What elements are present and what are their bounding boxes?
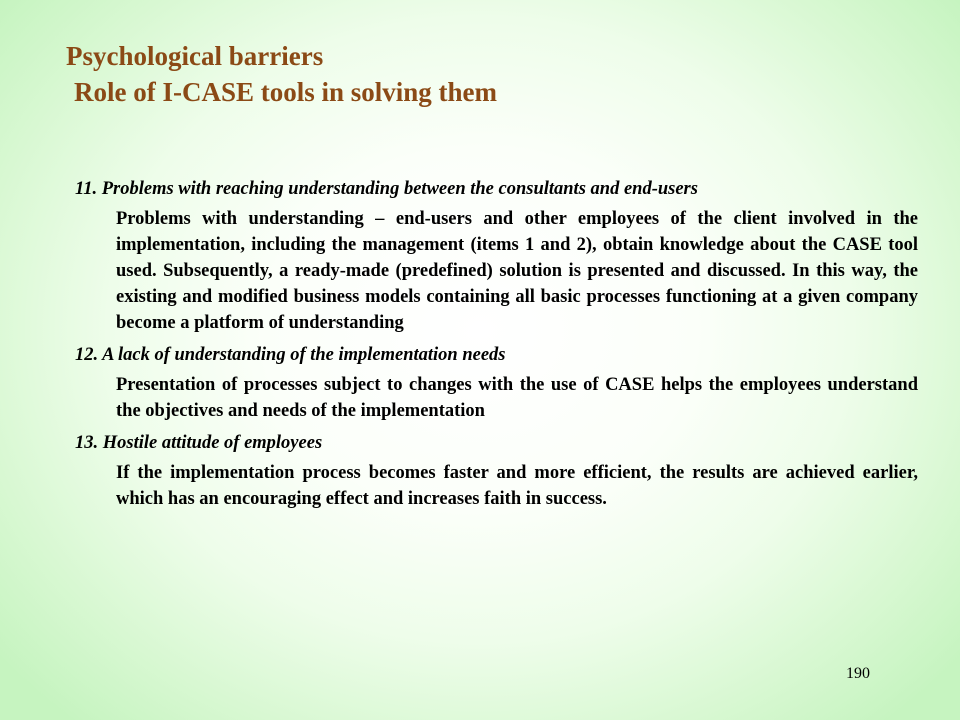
item-heading: 11. Problems with reaching understanding between the consultants and end-users [75, 179, 698, 199]
item-heading: 12. A lack of understanding of the implementation needs [75, 345, 506, 365]
item-heading: 13. Hostile attitude of employees [75, 433, 323, 453]
item-body: Problems with understanding – end-users and other employees of the client involved in the implementation, including the management (items 1 and 2), obtain knowledge about the CASE tool used. Subsequently, a ready-made (predefined) solution is presented and discussed. In this way, the existing and modified business models containing all basic processes functioning at a given company become a platform of understanding [116, 209, 918, 333]
slide-title-line2: Role of I-CASE tools in solving them [74, 77, 498, 107]
slide-title-line1: Psychological barriers [66, 41, 324, 71]
list-item [75, 428, 918, 512]
list-item [75, 340, 918, 424]
page-number: 190 [846, 665, 870, 682]
slide-content [75, 174, 918, 516]
item-body: If the implementation process becomes faster and more efficient, the results are achieved earlier, which has an encouraging effect and increases faith in success. [116, 463, 918, 509]
list-item [75, 174, 918, 336]
item-body: Presentation of processes subject to changes with the use of CASE helps the employees understand the objectives and needs of the implementation [116, 375, 918, 421]
slide-title [66, 38, 497, 110]
